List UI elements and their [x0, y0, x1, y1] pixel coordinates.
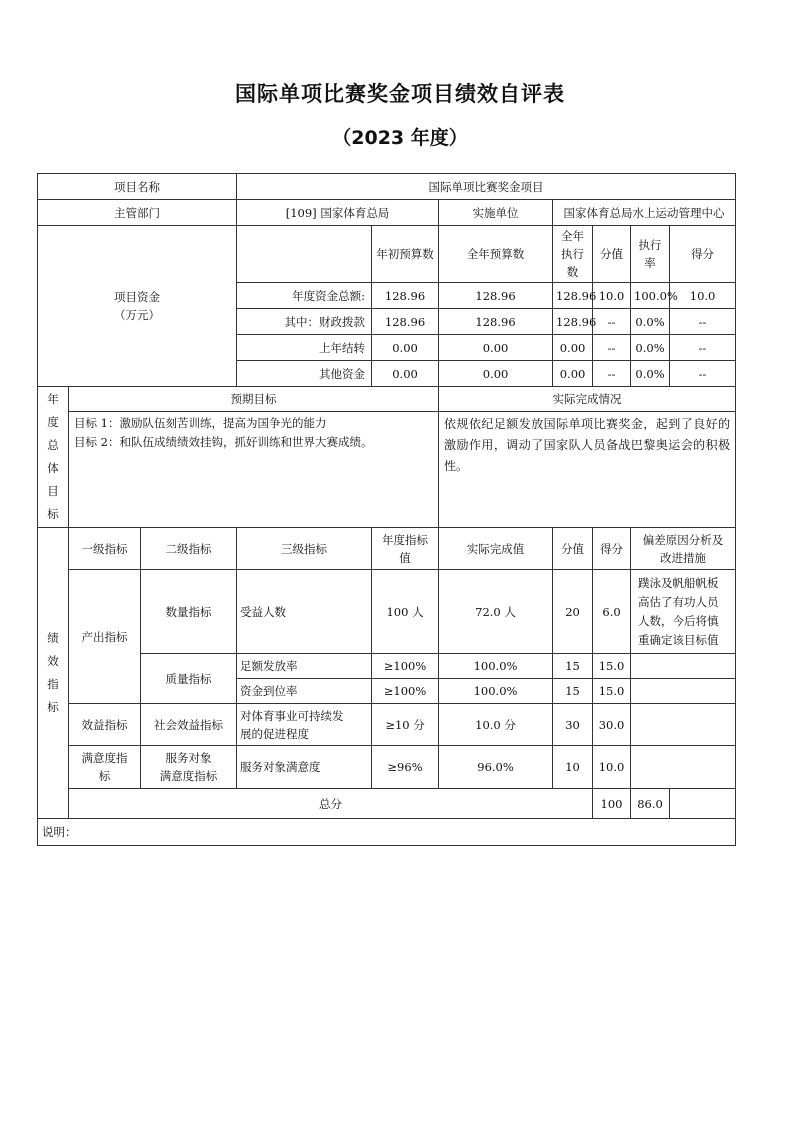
department-row: [38, 200, 736, 226]
funds-score: --: [670, 335, 736, 361]
funds-rate: 0.0%: [631, 335, 670, 361]
header-level1: 一级指标: [69, 528, 141, 570]
header-level3: 三级指标: [237, 528, 372, 570]
funds-score-value: --: [593, 309, 631, 335]
project-row: [38, 174, 736, 200]
satisfaction-level1: [69, 746, 141, 789]
funds-row-name: 上年结转: [237, 335, 372, 361]
funds-score: 10.0: [670, 283, 736, 309]
indicator-row-benefit: [38, 704, 736, 746]
quality-level3: 足额发放率: [237, 654, 372, 679]
funds-initial: 0.00: [372, 335, 439, 361]
deviation-line: 蹼泳及帆船帆板: [638, 575, 719, 590]
funds-header-score: 得分: [670, 226, 736, 283]
project-name-value: 国际单项比赛奖金项目: [237, 174, 736, 200]
funds-score-value: --: [593, 361, 631, 387]
implementing-unit-value: 国家体育总局水上运动管理中心: [553, 200, 736, 226]
side-char: 目: [47, 484, 59, 498]
deviation-line: 重确定该目标值: [638, 632, 719, 647]
funds-executed: 0.00: [553, 335, 593, 361]
department-value: [109] 国家体育总局: [237, 200, 439, 226]
total-deviation: [670, 789, 736, 819]
quality-actual: 100.0%: [439, 654, 553, 679]
actual-completion: [439, 412, 736, 528]
funds-annual: 128.96: [439, 309, 553, 335]
goals-header-row: [38, 387, 736, 412]
benefit-level1: 效益指标: [69, 704, 141, 746]
satisfaction-level1-line2: 标: [98, 769, 111, 783]
side-char: 绩: [47, 631, 59, 645]
goal-item: 目标 2：和队伍成绩绩效挂钩，抓好训练和世界大赛成绩。: [74, 435, 373, 450]
funds-row-name: 年度资金总额:: [237, 283, 372, 309]
goals-content-row: [38, 412, 736, 528]
funds-initial: 128.96: [372, 283, 439, 309]
satisfaction-target: ≥96%: [372, 746, 439, 789]
quality-score: 15.0: [593, 654, 631, 679]
satisfaction-score: 10.0: [593, 746, 631, 789]
funds-label-line2: （万元）: [114, 308, 161, 322]
quality-score-value: 15: [553, 654, 593, 679]
funds-rate: 0.0%: [631, 309, 670, 335]
quality-level3: 资金到位率: [237, 679, 372, 704]
quantity-level3: 受益人数: [237, 570, 372, 654]
funds-header-rate: 执行率: [631, 226, 670, 283]
benefit-actual: 10.0 分: [439, 704, 553, 746]
side-char: 效: [47, 654, 59, 668]
header-score-value: 分值: [553, 528, 593, 570]
quantity-actual: 72.0 人: [439, 570, 553, 654]
quality-score-value: 15: [553, 679, 593, 704]
satisfaction-level3: 服务对象满意度: [237, 746, 372, 789]
side-char: 年: [47, 392, 59, 406]
benefit-level3-line2: 展的促进程度: [240, 726, 310, 741]
indicators-header-row: [38, 528, 736, 570]
benefit-score-value: 30: [553, 704, 593, 746]
benefit-level2: 社会效益指标: [141, 704, 237, 746]
benefit-level3: [237, 704, 372, 746]
quality-deviation: [631, 654, 736, 679]
quality-level2: 质量指标: [141, 654, 237, 704]
actual-completion-header: 实际完成情况: [439, 387, 736, 412]
implementing-unit-label: 实施单位: [439, 200, 553, 226]
indicators-side-label: [38, 528, 69, 819]
header-target-line2: 值: [399, 550, 411, 565]
side-char: 体: [47, 461, 59, 475]
quantity-level2: 数量指标: [141, 570, 237, 654]
funds-executed: 0.00: [553, 361, 593, 387]
header-deviation: [631, 528, 736, 570]
indicator-row-satisfaction: [38, 746, 736, 789]
goal-item: 目标 1：激励队伍刻苦训练，提高为国争光的能力: [74, 416, 327, 431]
funds-header-row: [38, 226, 736, 283]
satisfaction-score-value: 10: [553, 746, 593, 789]
total-score: 86.0: [631, 789, 670, 819]
satisfaction-level1-line1: 满意度指: [81, 751, 128, 765]
funds-header-executed: 全年执行数: [553, 226, 593, 283]
header-target-line1: 年度指标: [382, 532, 429, 547]
funds-executed: 128.96: [553, 283, 593, 309]
benefit-score: 30.0: [593, 704, 631, 746]
quality-target: ≥100%: [372, 679, 439, 704]
department-label: 主管部门: [38, 200, 237, 226]
benefit-level3-line1: 对体育事业可持续发: [240, 708, 344, 723]
funds-row-name: 其中：财政拨款: [237, 309, 372, 335]
funds-header-annual: 全年预算数: [439, 226, 553, 283]
benefit-target: ≥10 分: [372, 704, 439, 746]
header-score: 得分: [593, 528, 631, 570]
funds-score: --: [670, 361, 736, 387]
satisfaction-level2-line1: 服务对象: [165, 751, 212, 765]
indicator-row-quantity: [38, 570, 736, 654]
funds-annual: 0.00: [439, 335, 553, 361]
funds-annual: 0.00: [439, 361, 553, 387]
satisfaction-deviation: [631, 746, 736, 789]
indicator-row-quality: [38, 654, 736, 679]
quantity-score-value: 20: [553, 570, 593, 654]
total-score-value: 100: [593, 789, 631, 819]
funds-score: --: [670, 309, 736, 335]
page-title: 国际单项比赛奖金项目绩效自评表: [235, 82, 565, 106]
side-char: 总: [47, 438, 59, 452]
quality-deviation: [631, 679, 736, 704]
funds-annual: 128.96: [439, 283, 553, 309]
side-char: 标: [47, 507, 59, 521]
note-row: [38, 819, 736, 846]
side-char: 度: [47, 415, 59, 429]
funds-row-name: 其他资金: [237, 361, 372, 387]
project-name-label: 项目名称: [38, 174, 237, 200]
funds-label-line1: 项目资金: [114, 290, 161, 304]
note-label: 说明：: [38, 819, 736, 846]
funds-header-blank: [237, 226, 372, 283]
total-label: 总分: [69, 789, 593, 819]
funds-rate: 100.0%: [631, 283, 670, 309]
funds-score-value: 10.0: [593, 283, 631, 309]
deviation-line: 高估了有功人员: [638, 594, 719, 609]
benefit-deviation: [631, 704, 736, 746]
header-deviation-line1: 偏差原因分析及: [642, 532, 724, 547]
actual-completion-text: 依规依纪足额发放国际单项比赛奖金，起到了良好的激励作用，调动了国家队人员备战巴黎奥运会的积极性。: [444, 417, 731, 474]
side-char: 指: [47, 677, 59, 691]
header-target: [372, 528, 439, 570]
funds-rate: 0.0%: [631, 361, 670, 387]
total-row: [38, 789, 736, 819]
expected-goals: [69, 412, 439, 528]
output-level1: 产出指标: [69, 570, 141, 704]
quantity-target: 100 人: [372, 570, 439, 654]
funds-initial: 0.00: [372, 361, 439, 387]
header-level2: 二级指标: [141, 528, 237, 570]
quality-actual: 100.0%: [439, 679, 553, 704]
side-char: 标: [47, 700, 59, 714]
expected-goals-header: 预期目标: [69, 387, 439, 412]
page-subtitle: （2023 年度）: [332, 127, 468, 149]
funds-score-value: --: [593, 335, 631, 361]
funds-initial: 128.96: [372, 309, 439, 335]
funds-header-score-value: 分值: [593, 226, 631, 283]
satisfaction-level2-line2: 满意度指标: [159, 769, 218, 783]
header-actual: 实际完成值: [439, 528, 553, 570]
quality-score: 15.0: [593, 679, 631, 704]
satisfaction-level2: [141, 746, 237, 789]
deviation-line: 人数，今后将慎: [638, 613, 719, 628]
performance-form-table: [37, 173, 736, 846]
header-deviation-line2: 改进措施: [660, 550, 707, 565]
quality-target: ≥100%: [372, 654, 439, 679]
quantity-deviation: [631, 570, 736, 654]
funds-executed: 128.96: [553, 309, 593, 335]
satisfaction-actual: 96.0%: [439, 746, 553, 789]
funds-header-initial: 年初预算数: [372, 226, 439, 283]
quantity-score: 6.0: [593, 570, 631, 654]
funds-label: [38, 226, 237, 387]
goals-side-label: [38, 387, 69, 528]
